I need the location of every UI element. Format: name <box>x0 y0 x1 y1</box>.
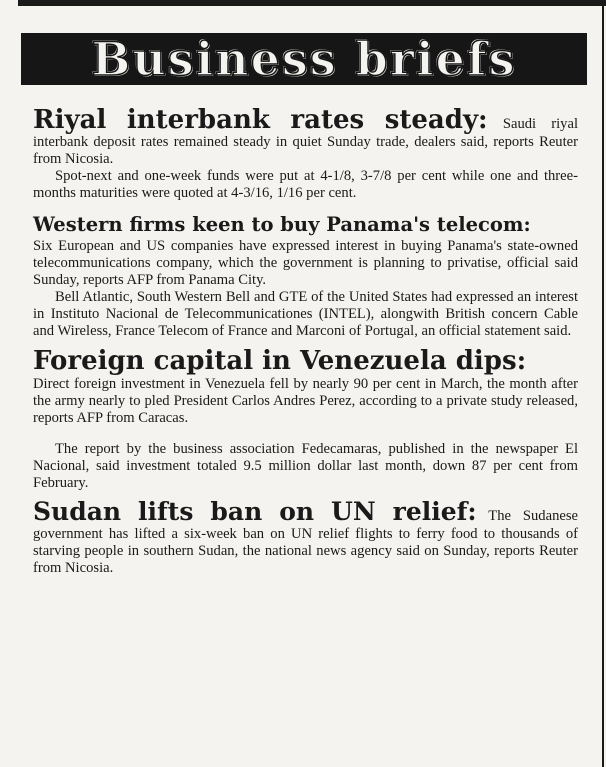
story-venezuela <box>33 346 578 492</box>
story-riyal <box>33 106 578 202</box>
story-panama <box>33 212 578 340</box>
story-paragraph: Bell Atlantic, South Western Bell and GTE of the United States had expressed an interest in Instituto Nacional de Telecommunicationes (INTEL), alongwith British concern Cable and Wireless, France Telecom of France and Marconi of Portugal, an official statement said. <box>33 289 578 339</box>
story-headline: Western firms keen to buy Panama's telecom: <box>33 213 531 236</box>
story-paragraph <box>33 106 578 168</box>
top-rule <box>18 0 606 6</box>
story-text: Saudi riyal interbank deposit rates remained steady in quiet Sunday trade, dealers said, reports Reuter from Nicosia. <box>33 116 578 167</box>
section-banner <box>21 33 587 85</box>
story-headline: Sudan lifts ban on UN relief: <box>33 497 477 526</box>
story-paragraph <box>33 498 578 577</box>
story-paragraph: Direct foreign investment in Venezuela fell by nearly 90 per cent in March, the month after the army nearly to pled President Carlos Andres Perez, according to a private study released, reports AFP from Caracas. <box>33 376 578 426</box>
story-paragraph: Spot-next and one-week funds were put at 4-1/8, 3-7/8 per cent while one and three-months maturities were quoted at 4-3/16, 1/16 per cent. <box>33 168 578 201</box>
story-headline: Foreign capital in Venezuela dips: <box>33 346 527 376</box>
story-sudan <box>33 498 578 577</box>
story-paragraph: Six European and US companies have expressed interest in buying Panama's state-owned telecommunications company, which the government is planning to privatise, official said Sunday, reports AFP from Panama City. <box>33 238 578 288</box>
section-title: Business briefs <box>91 32 517 86</box>
briefs-column <box>33 106 578 577</box>
story-headline: Riyal interbank rates steady: <box>33 105 488 135</box>
paragraph-gap <box>33 427 578 441</box>
story-paragraph: The report by the business association Fedecamaras, published in the newspaper El Nacional, said investment totaled 9.5 million dollar last month, down 87 per cent from February. <box>33 441 578 491</box>
column-rule <box>602 0 604 767</box>
story-text: The Sudanese government has lifted a six-week ban on UN relief flights to ferry food to thousands of starving people in southern Sudan, the national news agency said on Sunday, reports Reuter from Nicosia. <box>33 508 579 576</box>
